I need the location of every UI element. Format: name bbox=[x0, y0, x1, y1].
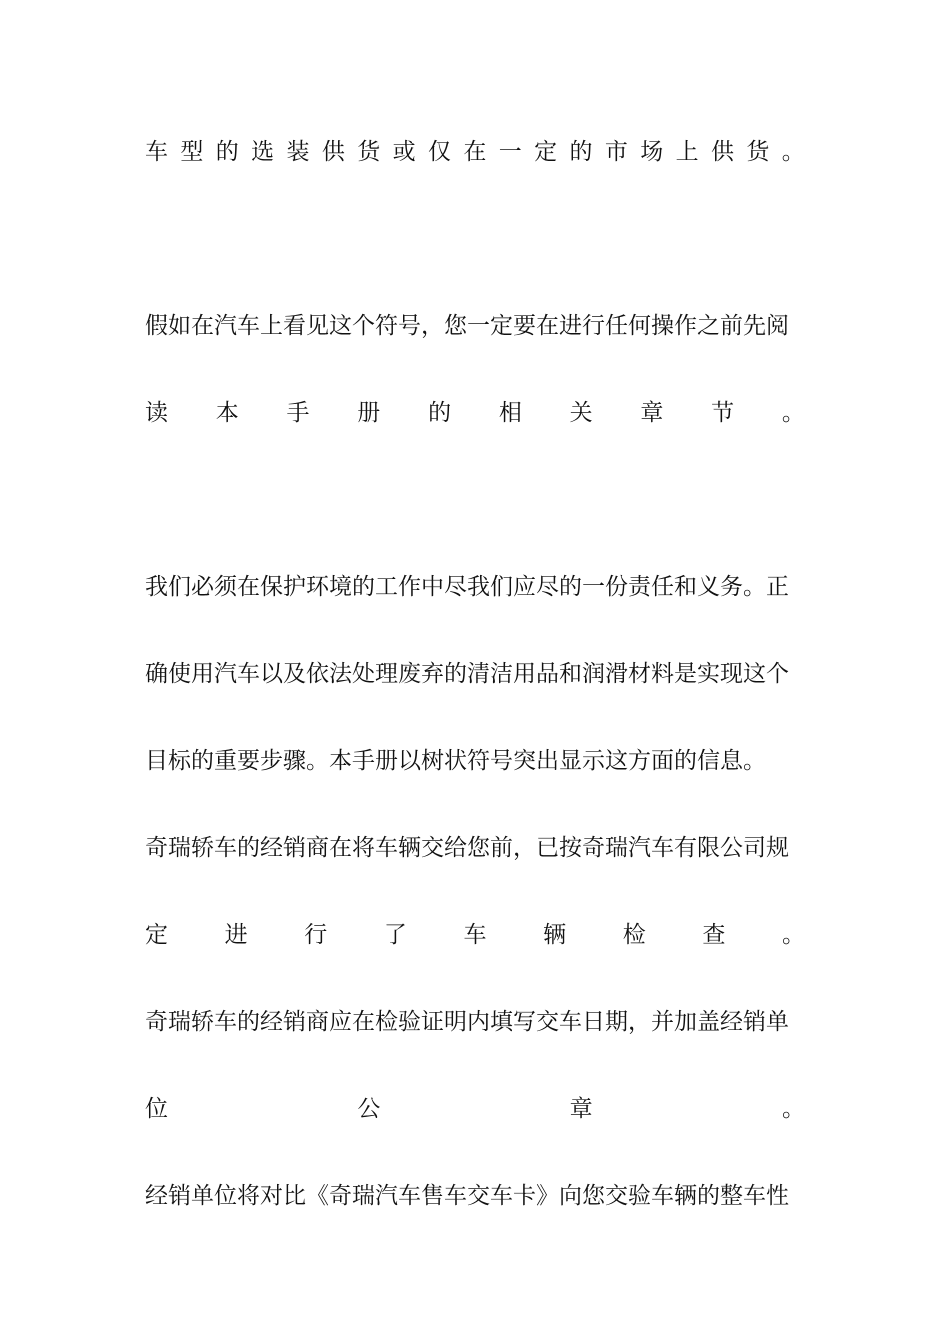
line-character: 位 bbox=[145, 1096, 168, 1122]
text-line-5: 确使用汽车以及依法处理废弃的清洁用品和润滑材料是实现这个 bbox=[145, 661, 789, 687]
line-character: 。 bbox=[782, 922, 805, 948]
line-character: 了 bbox=[383, 922, 407, 948]
line-character: 相 bbox=[498, 400, 522, 426]
line-character: 手 bbox=[286, 400, 310, 426]
line-character: 上 bbox=[675, 139, 699, 165]
text-line-10 bbox=[145, 1094, 805, 1124]
text-line-1 bbox=[145, 137, 805, 167]
line-character: 车 bbox=[463, 922, 487, 948]
text-line-7: 奇瑞轿车的经销商在将车辆交给您前，已按奇瑞汽车有限公司规 bbox=[145, 835, 789, 861]
line-character: 定 bbox=[145, 922, 168, 948]
text-line-6: 目标的重要步骤。本手册以树状符号突出显示这方面的信息。 bbox=[145, 748, 766, 774]
line-character: 装 bbox=[286, 139, 310, 165]
text-line-9: 奇瑞轿车的经销商应在检验证明内填写交车日期，并加盖经销单 bbox=[145, 1009, 789, 1035]
line-character: 。 bbox=[781, 1096, 805, 1122]
line-character: 的 bbox=[215, 139, 239, 165]
text-line-11: 经销单位将对比《奇瑞汽车售车交车卡》向您交验车辆的整车性 bbox=[145, 1183, 789, 1209]
line-character: 一 bbox=[498, 139, 522, 165]
line-character: 章 bbox=[569, 1096, 593, 1122]
text-line-4: 我们必须在保护环境的工作中尽我们应尽的一份责任和义务。正 bbox=[145, 574, 789, 600]
line-character: 或 bbox=[392, 139, 416, 165]
line-character: 检 bbox=[622, 922, 646, 948]
text-line-2: 假如在汽车上看见这个符号，您一定要在进行任何操作之前先阅 bbox=[145, 313, 789, 339]
line-character: 辆 bbox=[543, 922, 567, 948]
line-character: 进 bbox=[224, 922, 248, 948]
line-character: 选 bbox=[251, 139, 275, 165]
line-character: 本 bbox=[215, 400, 239, 426]
line-character: 市 bbox=[604, 139, 628, 165]
line-character: 关 bbox=[569, 400, 593, 426]
line-character: 查 bbox=[702, 922, 726, 948]
line-character: 章 bbox=[640, 400, 664, 426]
line-character: 的 bbox=[428, 400, 452, 426]
line-character: 货 bbox=[357, 139, 381, 165]
line-character: 。 bbox=[781, 139, 805, 165]
text-line-8 bbox=[145, 920, 805, 950]
line-character: 行 bbox=[304, 922, 328, 948]
line-character: 册 bbox=[357, 400, 381, 426]
line-character: 供 bbox=[321, 139, 345, 165]
line-character: 公 bbox=[357, 1096, 381, 1122]
line-character: 车 bbox=[145, 139, 168, 165]
line-character: 供 bbox=[711, 139, 734, 165]
line-character: 。 bbox=[781, 400, 805, 426]
line-character: 节 bbox=[711, 400, 735, 426]
text-line-3 bbox=[145, 398, 805, 428]
line-character: 读 bbox=[145, 400, 168, 426]
line-character: 仅 bbox=[428, 139, 451, 165]
line-character: 定 bbox=[534, 139, 558, 165]
line-character: 的 bbox=[569, 139, 593, 165]
line-character: 型 bbox=[180, 139, 204, 165]
line-character: 在 bbox=[463, 139, 487, 165]
line-character: 货 bbox=[746, 139, 770, 165]
line-character: 场 bbox=[640, 139, 664, 165]
